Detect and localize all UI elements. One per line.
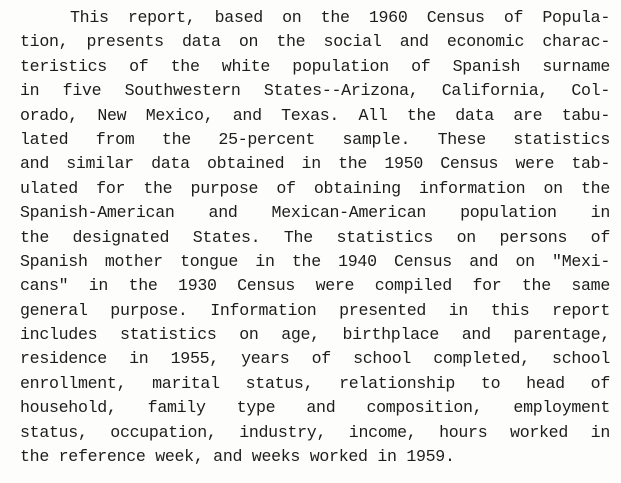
paragraph-line-14: includes statistics on age, birthplace and parentage, [20,325,610,345]
paragraph-line-3: teristics of the white population of Spanish surname [20,56,610,76]
report-paragraph [20,6,610,469]
paragraph-line-15: residence in 1955, years of school completed, school [20,349,610,369]
paragraph-line-10: the designated States. The statistics on persons of [20,227,610,247]
paragraph-line-8: ulated for the purpose of obtaining information on the [20,178,610,198]
paragraph-line-19: the reference week, and weeks worked in 1959. [20,447,455,467]
paragraph-line-1: This report, based on the 1960 Census of Popula- [70,8,610,27]
paragraph-line-13: general purpose. Information presented in this report [20,300,610,320]
paragraph-line-5: orado, New Mexico, and Texas. All the data are tabu- [20,105,610,125]
paragraph-line-2: tion, presents data on the social and economic charac- [20,32,610,52]
paragraph-line-9: Spanish-American and Mexican-American population in [20,203,610,223]
paragraph-line-11: Spanish mother tongue in the 1940 Census and on "Mexi- [20,251,610,271]
paragraph-line-18: status, occupation, industry, income, hours worked in [20,422,610,442]
paragraph-line-12: cans" in the 1930 Census were compiled for the same [20,276,610,296]
paragraph-line-4: in five Southwestern States--Arizona, California, Col- [20,81,610,101]
paragraph-line-6: lated from the 25-percent sample. These statistics [20,129,610,149]
paragraph-line-16: enrollment, marital status, relationship to head of [20,373,610,393]
paragraph-line-7: and similar data obtained in the 1950 Census were tab- [20,154,610,174]
paragraph-line-17: household, family type and composition, employment [20,398,610,418]
